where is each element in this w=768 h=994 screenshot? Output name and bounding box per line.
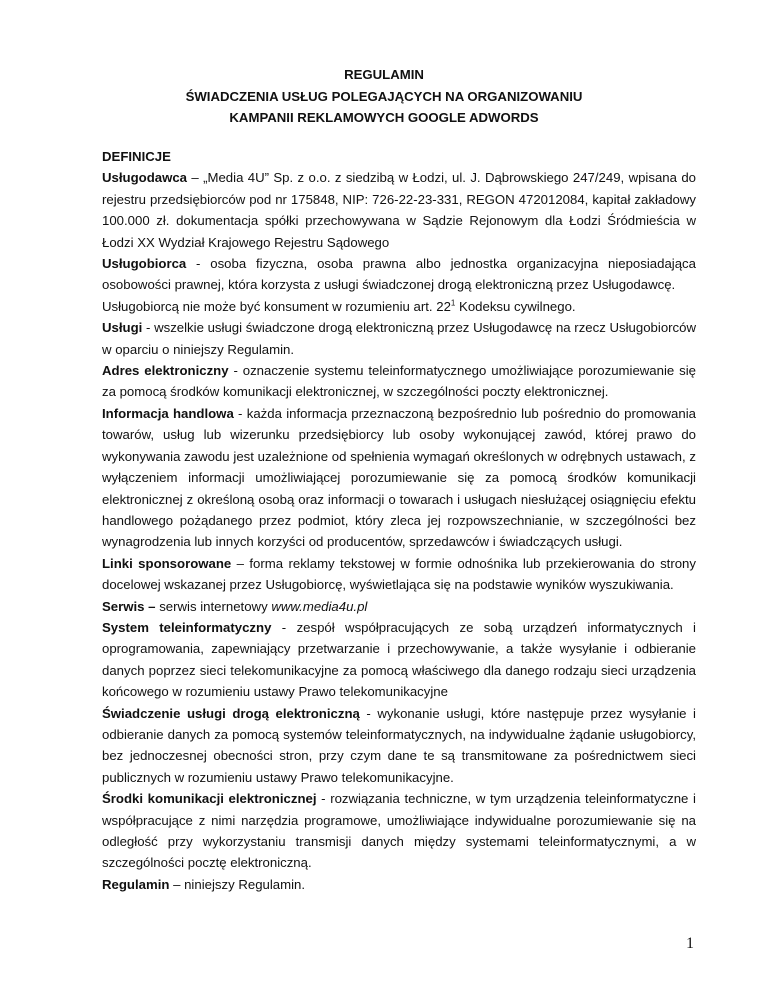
definition-text: rozwiązania techniczne, w tym urządzenia teleinformatyczne i współpracujące z nimi narzędzia programowe, umożliwiające indywidualne porozumiewanie się na odległość przy wykorzystaniu transmisji danych między systemami teleinformatycznymi, a w szczególności pocztę elektroniczną. xyxy=(102,791,696,871)
document-body xyxy=(102,146,696,895)
definition-separator: - xyxy=(359,705,378,721)
definition-adres-elektroniczny xyxy=(102,360,696,403)
definition-uslugobiorca xyxy=(102,253,696,317)
title-line-3: KAMPANII REKLAMOWYCH GOOGLE ADWORDS xyxy=(229,110,539,125)
definition-term: Adres elektroniczny xyxy=(102,363,229,379)
definition-separator: – xyxy=(231,555,250,571)
definition-text: „Media 4U” Sp. z o.o. z siedzibą w Łodzi, ul. J. Dąbrowskiego 247/249, wpisana do rejestru przedsiębiorców pod nr 175848, NIP: 726-22-23-331, REGON 472012084, kapitał zakładowy 100.000 zł. dokumentacja spółki przechowywana w Sądzie Rejonowym dla Łodzi Śródmieścia w Łodzi XX Wydział Krajowego Rejestru Sądowego xyxy=(102,170,696,250)
title-line-2: ŚWIADCZENIA USŁUG POLEGAJĄCYCH NA ORGANIZOWANIU xyxy=(185,88,583,104)
document-title xyxy=(102,64,666,129)
definition-separator: - xyxy=(233,405,247,421)
definition-extra-text-end: Kodeksu cywilnego. xyxy=(455,298,576,314)
definition-uslugi xyxy=(102,317,696,360)
definition-separator: - xyxy=(186,256,211,272)
definition-term: Usługi xyxy=(102,320,143,336)
definition-term: Usługobiorca xyxy=(102,256,187,272)
definition-separator: – xyxy=(169,876,185,892)
definition-uslugodawca xyxy=(102,167,696,253)
definition-term: Serwis – xyxy=(102,598,156,614)
definition-term: Usługodawca xyxy=(102,170,188,186)
website-url-link[interactable]: www.media4u.pl xyxy=(271,598,368,614)
section-heading: DEFINICJE xyxy=(102,149,171,164)
title-line-1: REGULAMIN xyxy=(344,67,424,82)
definition-separator: - xyxy=(228,363,243,379)
definition-informacja-handlowa xyxy=(102,403,696,553)
definition-text: wszelkie usługi świadczone drogą elektroniczną przez Usługodawcę na rzecz Usługobiorców w oparciu o niniejszy Regulamin. xyxy=(102,320,696,357)
definition-system-teleinformatyczny xyxy=(102,617,696,703)
definition-separator: - xyxy=(142,320,155,336)
definition-separator: - xyxy=(316,791,331,807)
definition-term: Informacja handlowa xyxy=(102,405,234,421)
definition-extra-text: Usługobiorcą nie może być konsument w rozumieniu art. 22 xyxy=(102,298,451,314)
definition-text: osoba fizyczna, osoba prawna albo jednostka organizacyjna nieposiadająca osobowości prawnej, która korzysta z usługi świadczonej drogą elektroniczną przez Usługodawcę. xyxy=(102,256,696,293)
definition-separator: – xyxy=(187,170,204,186)
definition-text: każda informacja przeznaczoną bezpośrednio lub pośrednio do promowania towarów, usług lub wizerunku przedsiębiorcy lub osoby wykonującej zawód, której prawo do wykonywania zawodu jest uzależnione od spełnienia wymagań określonych w odrębnych ustawach, z wyłączeniem informacji umożliwiającej porozumiewanie się za pomocą środków komunikacji elektronicznej z określoną osobą oraz informacji o towarach i usługach niesłużącej osiągnięciu efektu handlowego pożądanego przez podmiot, który zleca jej rozpowszechnianie, w szczególności bez wynagrodzenia lub innych korzyści od producentów, sprzedawców i świadczących usługi. xyxy=(102,405,696,550)
definition-term: Linki sponsorowane xyxy=(102,555,232,571)
definition-swiadczenie-uslugi xyxy=(102,703,696,789)
definition-separator: - xyxy=(271,619,297,635)
definition-term: System teleinformatyczny xyxy=(102,619,272,635)
definition-text: forma reklamy tekstowej w formie odnośnika lub przekierowania do strony docelowej wskazanej przez Usługobiorcę, wyświetlająca się na podstawie wyników wyszukiwania. xyxy=(102,555,696,593)
definition-text: niniejszy Regulamin. xyxy=(184,876,306,892)
definition-term: Regulamin xyxy=(102,876,170,892)
superscript-number: 1 xyxy=(450,298,456,308)
definition-text: oznaczenie systemu teleinformatycznego umożliwiające porozumiewanie się za pomocą środków komunikacji elektronicznej, w szczególności poczty elektronicznej. xyxy=(102,363,696,400)
definition-serwis xyxy=(102,596,696,617)
definition-srodki-komunikacji xyxy=(102,788,696,874)
definition-regulamin xyxy=(102,874,696,895)
definition-linki-sponsorowane xyxy=(102,553,696,596)
definition-text: wykonanie usługi, które następuje przez wysyłanie i odbieranie danych za pomocą systemów teleinformatycznych, na indywidualne żądanie usługobiorcy, bez jednoczesnej obecności stron, przy czym dane te są transmitowane za pośrednictwem sieci publicznych w rozumieniu ustawy Prawo telekomunikacyjne. xyxy=(102,705,696,785)
definition-text: zespół współpracujących ze sobą urządzeń informatycznych i oprogramowania, zapewniający przetwarzanie i przechowywanie, a także wysyłanie i odbieranie danych poprzez sieci telekomunikacyjne za pomocą właściwego dla danego rodzaju sieci urządzenia końcowego w rozumieniu ustawy Prawo telekomunikacyjne xyxy=(102,619,696,700)
definition-term: Świadczenie usługi drogą elektroniczną xyxy=(102,705,360,721)
definition-term: Środki komunikacji elektronicznej xyxy=(102,791,317,807)
definition-text: serwis internetowy xyxy=(159,598,272,614)
page-number: 1 xyxy=(686,935,694,952)
